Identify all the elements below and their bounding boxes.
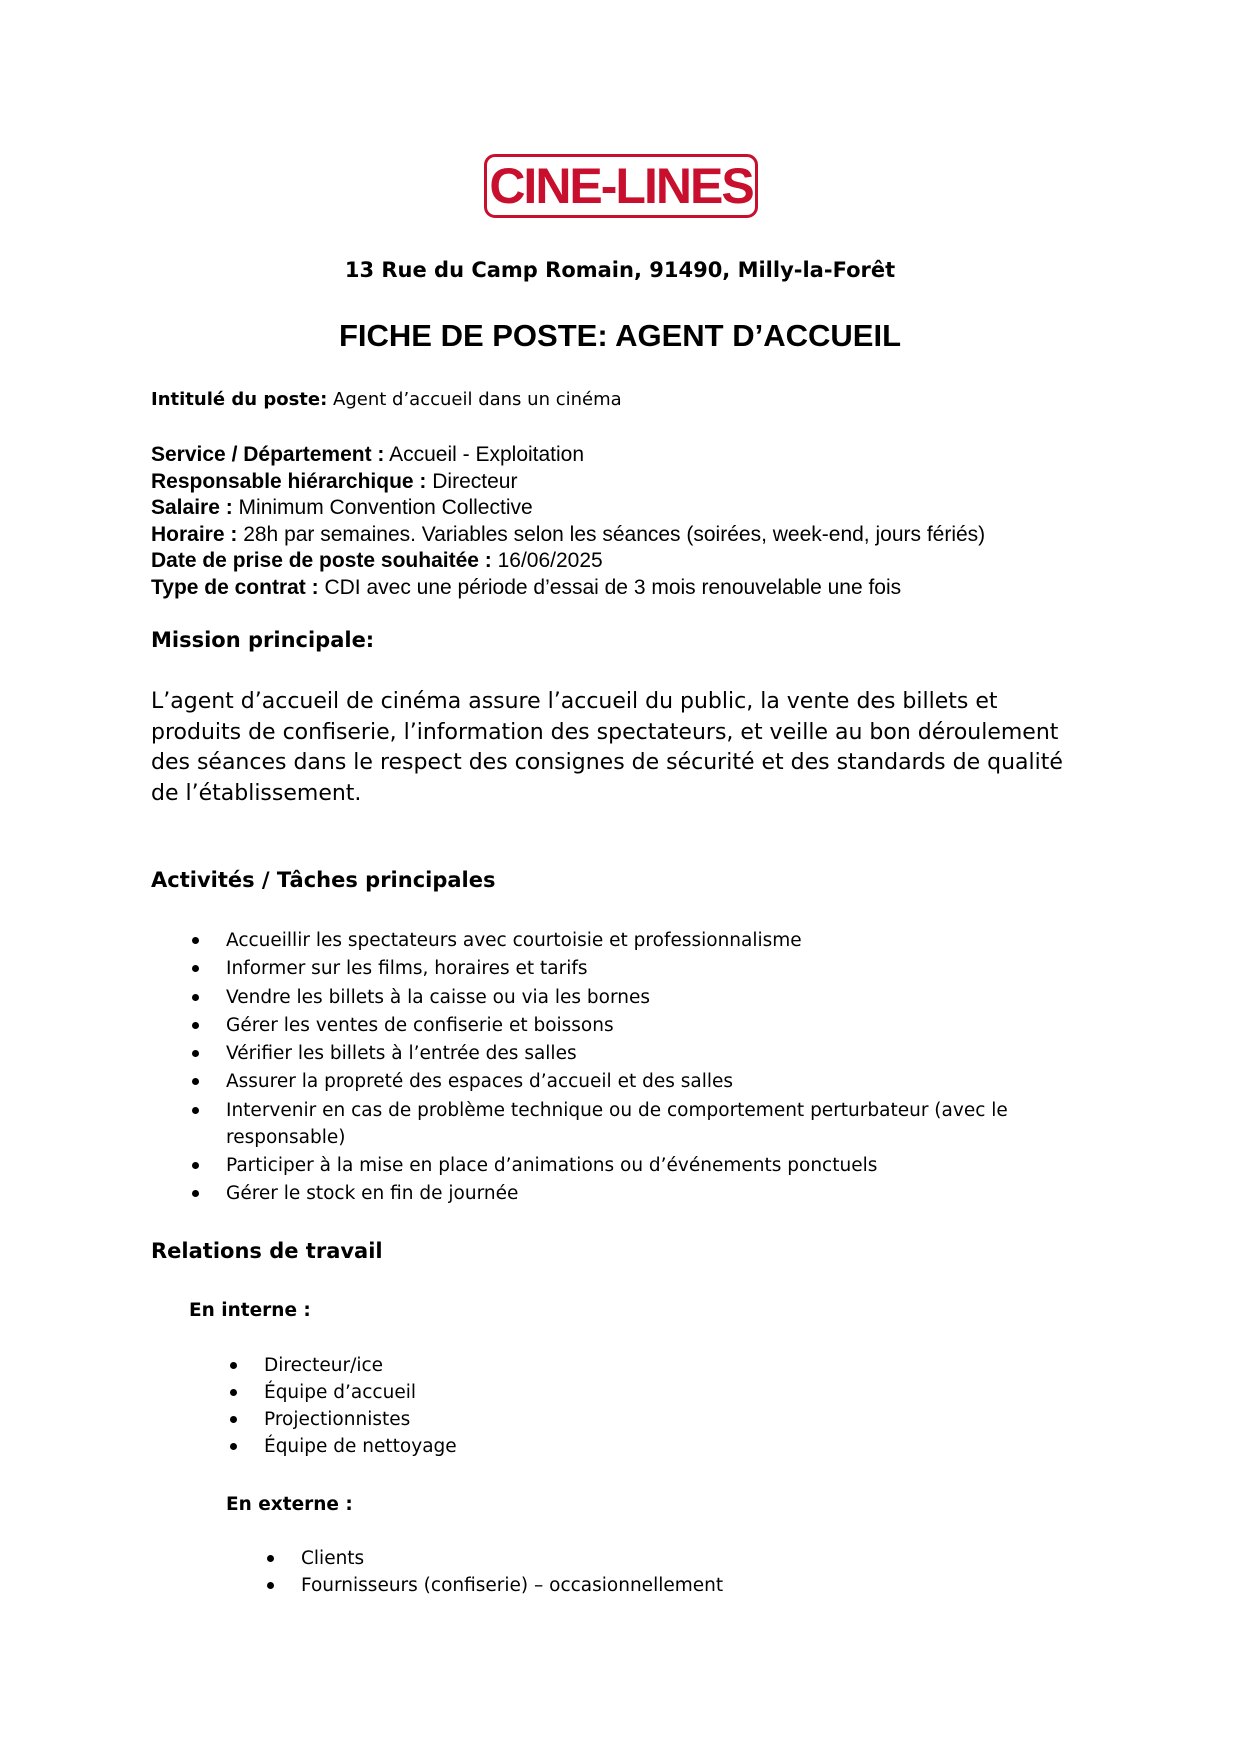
list-item: Projectionnistes: [264, 1406, 457, 1433]
info-label: Salaire :: [151, 496, 233, 519]
bullet-icon: [230, 1416, 237, 1423]
job-info-block: [151, 442, 985, 601]
job-title-label: Intitulé du poste:: [151, 389, 328, 410]
info-value: 16/06/2025: [491, 549, 603, 572]
activities-list: [226, 927, 1096, 1209]
company-logo: [484, 154, 758, 218]
bullet-icon: [192, 1107, 199, 1114]
info-value: CDI avec une période d’essai de 3 mois renouvelable une fois: [318, 575, 902, 599]
internal-list: [264, 1352, 457, 1460]
bullet-icon: [192, 965, 199, 972]
bullet-icon: [192, 1022, 199, 1029]
info-label: Horaire :: [151, 522, 238, 546]
bullet-icon: [192, 1162, 199, 1169]
info-row-start-date: [151, 548, 985, 575]
logo-text: CINE-LINES: [489, 158, 753, 214]
external-list: [301, 1545, 723, 1599]
info-row-service: [151, 442, 985, 469]
mission-text: L’agent d’accueil de cinéma assure l’accueil du public, la vente des billets et produits de confiserie, l’information des spectateurs, et veille au bon déroulement des séances dans le respect des consignes de sécurité et des standards de qualité de l’établissement.: [151, 689, 1063, 806]
bullet-icon: [192, 1078, 199, 1085]
bullet-icon: [192, 937, 199, 944]
list-item: Clients: [301, 1545, 723, 1572]
bullet-icon: [230, 1443, 237, 1450]
bullet-icon: [230, 1362, 237, 1369]
job-title-line: [151, 389, 622, 410]
list-item: Fournisseurs (confiserie) – occasionnellement: [301, 1572, 723, 1599]
info-row-contract: [151, 575, 985, 602]
list-item: Gérer les ventes de confiserie et boissons: [226, 1012, 1096, 1039]
info-value: 28h par semaines. Variables selon les séances (soirées, week-end, jours fériés): [237, 522, 986, 546]
page-title: FICHE DE POSTE: AGENT D’ACCUEIL: [338, 318, 902, 353]
job-title-value: Agent d’accueil dans un cinéma: [327, 389, 622, 410]
activities-heading: Activités / Tâches principales: [151, 868, 496, 892]
list-item: Équipe d’accueil: [264, 1379, 457, 1406]
info-value: Accueil - Exploitation: [384, 443, 585, 466]
list-item: Directeur/ice: [264, 1352, 457, 1379]
list-item: Accueillir les spectateurs avec courtoisie et professionnalisme: [226, 927, 1096, 954]
info-label: Service / Département :: [151, 443, 385, 466]
list-item: Assurer la propreté des espaces d’accueil et des salles: [226, 1068, 1096, 1095]
company-address: 13 Rue du Camp Romain, 91490, Milly-la-Forêt: [344, 258, 896, 282]
info-value: Directeur: [426, 469, 518, 493]
list-item: Vendre les billets à la caisse ou via les bornes: [226, 984, 1096, 1011]
list-item: Équipe de nettoyage: [264, 1433, 457, 1460]
list-item: Participer à la mise en place d’animations ou d’événements ponctuels: [226, 1152, 1096, 1179]
internal-label: En interne :: [189, 1300, 311, 1321]
bullet-icon: [267, 1582, 274, 1589]
info-row-schedule: [151, 522, 985, 549]
bullet-icon: [192, 1050, 199, 1057]
relations-heading: Relations de travail: [151, 1239, 383, 1263]
mission-heading: Mission principale:: [151, 628, 375, 652]
bullet-icon: [192, 994, 199, 1001]
info-label: Type de contrat :: [151, 575, 319, 599]
info-row-salary: [151, 495, 985, 522]
info-value: Minimum Convention Collective: [232, 496, 533, 519]
list-item: Informer sur les films, horaires et tarifs: [226, 955, 1096, 982]
external-label: En externe :: [226, 1494, 353, 1515]
list-item: Gérer le stock en fin de journée: [226, 1180, 1096, 1207]
info-label: Date de prise de poste souhaitée :: [151, 549, 492, 572]
bullet-icon: [192, 1190, 199, 1197]
info-label: Responsable hiérarchique :: [151, 469, 427, 493]
list-item: Intervenir en cas de problème technique ou de comportement perturbateur (avec le responsable): [226, 1097, 1096, 1151]
list-item: Vérifier les billets à l’entrée des salles: [226, 1040, 1096, 1067]
bullet-icon: [230, 1389, 237, 1396]
bullet-icon: [267, 1555, 274, 1562]
info-row-manager: [151, 469, 985, 496]
